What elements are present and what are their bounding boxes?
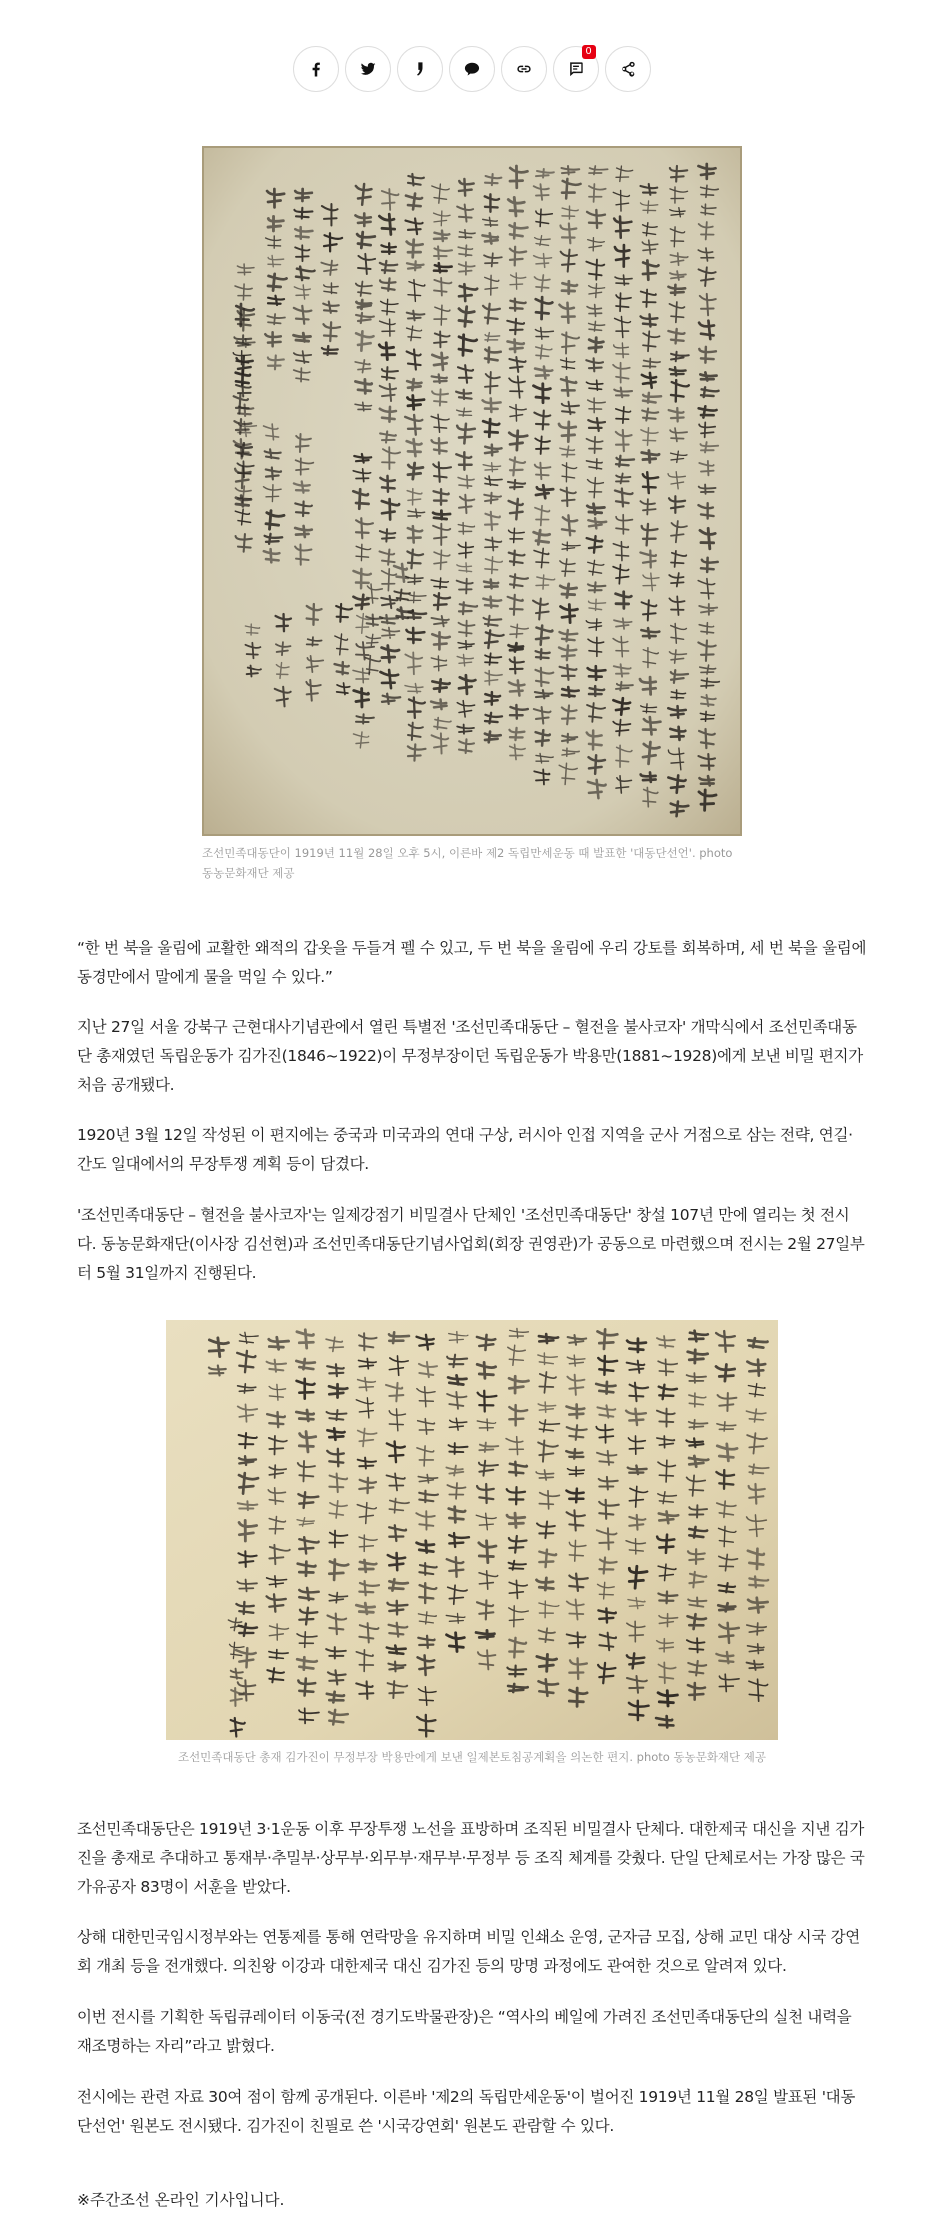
article-paragraph: 전시에는 관련 자료 30여 점이 함께 공개된다. 이른바 '제2의 독립만세운동'이 벌어진 1919년 11월 28일 발표된 '대동단선언' 원본도 전시됐다. 김가진이 친필로 쓴 '시국강연회' 원본도 관람할 수 있다. [77, 2088, 856, 2135]
declaration-document-image [202, 146, 742, 836]
letter-document-image [166, 1320, 778, 1740]
article-paragraph: 조선민족대동단은 1919년 3·1운동 이후 무장투쟁 노선을 표방하며 조직된 비밀결사 단체다. 대한제국 대신을 지낸 김가진을 총재로 추대하고 통재부·추밀부·상무부·외무부·재무부·무정부 등 조직 체계를 갖췄다. 단일 단체로서는 가장 많은 국가유공자 83명이 서훈을 받았다. [77, 1820, 865, 1896]
facebook-icon [306, 59, 326, 79]
figure-letter [166, 1320, 778, 1767]
article-paragraph: 1920년 3월 12일 작성된 이 편지에는 중국과 미국과의 연대 구상, 러시아 인접 지역을 군사 거점으로 삼는 전략, 연길·간도 일대에서의 무장투쟁 계획 등이 담겼다. [77, 1126, 853, 1173]
figure-caption: 조선민족대동단 총재 김가진이 무정부장 박용만에게 보낸 일제본토침공계획을 의논한 편지. photo 동농문화재단 제공 [177, 1750, 767, 1764]
article-paragraph: '조선민족대동단 – 혈전을 불사코자'는 일제강점기 비밀결사 단체인 '조선민족대동단' 창설 107년 만에 열리는 첫 전시다. 동농문화재단(이사장 김선현)과 조선민족대동단기념사업회(회장 권영관)가 공동으로 마련했으며 전시는 2월 27일부터 5월 31일까지 진행된다. [77, 1206, 865, 1282]
comment-button[interactable] [553, 46, 599, 92]
article-paragraph: “한 번 북을 울림에 교활한 왜적의 갑옷을 두들겨 펠 수 있고, 두 번 북을 울림에 우리 강토를 회복하며, 세 번 북을 울림에 동경만에서 말에게 물을 먹일 수 있다.” [77, 939, 867, 986]
link-icon [514, 59, 534, 79]
copy-link-button[interactable] [501, 46, 547, 92]
figure-declaration [202, 146, 742, 883]
kakaotalk-share-button[interactable] [449, 46, 495, 92]
twitter-share-button[interactable] [345, 46, 391, 92]
share-bar [0, 46, 943, 92]
facebook-share-button[interactable] [293, 46, 339, 92]
article-paragraph: 이번 전시를 기획한 독립큐레이터 이동국(전 경기도박물관장)은 “역사의 베일에 가려진 조선민족대동단의 실천 내력을 재조명하는 자리”라고 밝혔다. [77, 2008, 852, 2055]
kakaotalk-icon [462, 59, 482, 79]
figure-caption: 조선민족대동단이 1919년 11월 28일 오후 5시, 이른바 제2 독립만세운동 때 발표한 '대동단선언'. photo 동농문화재단 제공 [202, 846, 733, 880]
twitter-icon [358, 59, 378, 79]
share-more-button[interactable] [605, 46, 651, 92]
article-paragraph: 지난 27일 서울 강북구 근현대사기념관에서 열린 특별전 '조선민족대동단 – 혈전을 불사코자' 개막식에서 조선민족대동단 총재였던 독립운동가 김가진(1846~1922)이 무정부장이던 독립운동가 박용만(1881~1928)에게 보낸 비밀 편지가 처음 공개됐다. [77, 1018, 863, 1094]
footer-note: ※주간조선 온라인 기사입니다. [77, 2191, 285, 2209]
article-paragraph: 상해 대한민국임시정부와는 연통제를 통해 연락망을 유지하며 비밀 인쇄소 운영, 군자금 모집, 상해 교민 대상 시국 강연회 개최 등을 전개했다. 의친왕 이강과 대한제국 대신 김가진 등의 망명 과정에도 관여한 것으로 알려져 있다. [77, 1928, 860, 1975]
comment-icon [566, 59, 586, 79]
comment-count-badge: 0 [582, 45, 596, 59]
kakaostory-icon [410, 59, 430, 79]
kakaostory-share-button[interactable] [397, 46, 443, 92]
share-icon [618, 59, 638, 79]
